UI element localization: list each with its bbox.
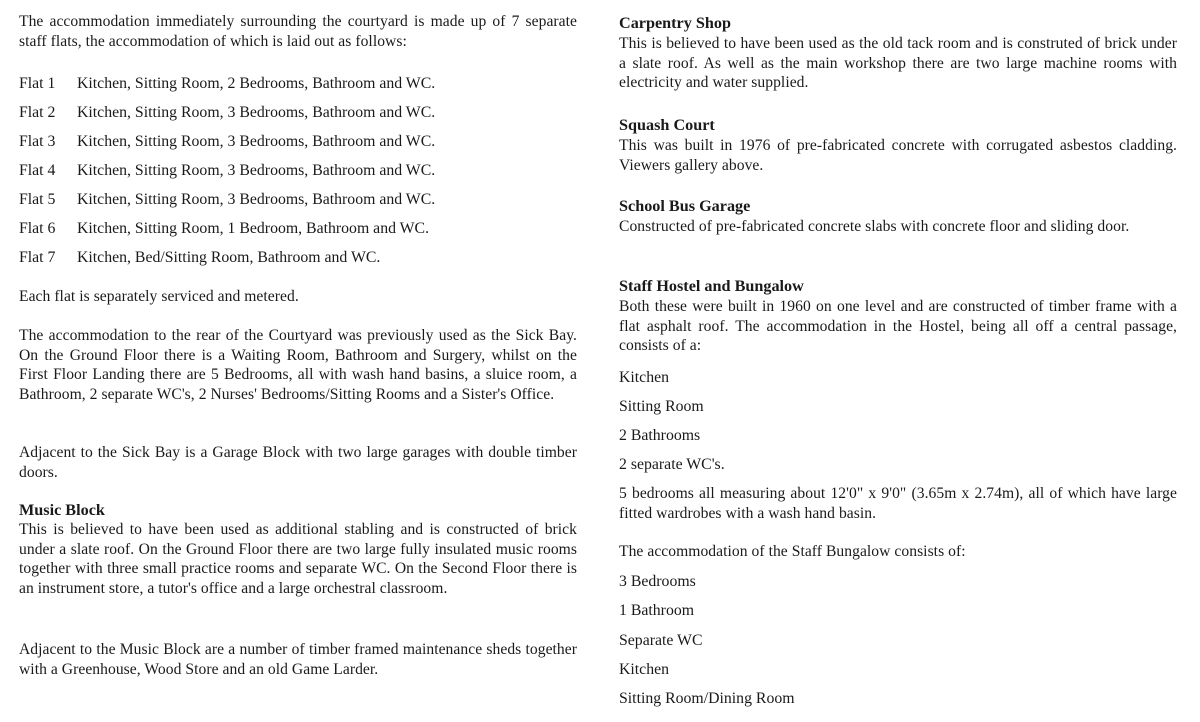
- flat-list-item: [19, 74, 435, 94]
- flat-description: Kitchen, Sitting Room, 3 Bedrooms, Bathroom and WC.: [77, 133, 436, 150]
- carpentry-shop-heading: Carpentry Shop: [619, 14, 731, 32]
- metering-note: Each flat is separately serviced and metered.: [19, 288, 299, 305]
- maintenance-sheds-paragraph: Adjacent to the Music Block are a number of timber framed maintenance sheds together with a Greenhouse, Wood Store and an old Game Larder.: [19, 641, 577, 678]
- bungalow-list-item: 1 Bathroom: [619, 602, 695, 619]
- flat-list-item: [19, 132, 435, 152]
- hostel-list-item: 2 Bathrooms: [619, 427, 701, 444]
- hostel-bedrooms-item: 5 bedrooms all measuring about 12'0" x 9'0" (3.65m x 2.74m), all of which have large fitted wardrobes with a wash hand basin.: [619, 485, 1177, 522]
- staff-hostel-paragraph: Both these were built in 1960 on one level and are constructed of timber frame with a flat asphalt roof. The accommodation in the Hostel, being all off a central passage, consists of a:: [619, 298, 1177, 354]
- flat-list-item: [19, 161, 435, 181]
- flat-label: Flat 1: [19, 75, 56, 92]
- school-bus-garage-heading: School Bus Garage: [619, 197, 751, 215]
- flat-description: Kitchen, Sitting Room, 3 Bedrooms, Bathroom and WC.: [77, 162, 436, 179]
- staff-bungalow-intro: The accommodation of the Staff Bungalow consists of:: [619, 543, 966, 560]
- hostel-list-item: Kitchen: [619, 369, 670, 386]
- flat-description: Kitchen, Sitting Room, 2 Bedrooms, Bathroom and WC.: [77, 75, 436, 92]
- flat-label: Flat 4: [19, 162, 56, 179]
- music-block-heading: Music Block: [19, 501, 105, 519]
- flat-label: Flat 6: [19, 220, 56, 237]
- hostel-list-item: 2 separate WC's.: [619, 456, 725, 473]
- flat-description: Kitchen, Sitting Room, 1 Bedroom, Bathroom and WC.: [77, 220, 430, 237]
- bungalow-list-item: Sitting Room/Dining Room: [619, 690, 795, 707]
- flat-list-item: [19, 103, 435, 123]
- flat-description: Kitchen, Sitting Room, 3 Bedrooms, Bathroom and WC.: [77, 104, 436, 121]
- squash-court-paragraph: This was built in 1976 of pre-fabricated concrete with corrugated asbestos cladding. Viewers gallery above.: [619, 137, 1177, 174]
- squash-court-heading: Squash Court: [619, 116, 715, 134]
- garage-block-paragraph: Adjacent to the Sick Bay is a Garage Block with two large garages with double timber doors.: [19, 444, 577, 481]
- staff-hostel-heading: Staff Hostel and Bungalow: [619, 277, 804, 295]
- music-block-paragraph: This is believed to have been used as additional stabling and is constructed of brick under a slate roof. On the Ground Floor there are two large fully insulated music rooms together with three small practice rooms and separate WC. On the Second Floor there is an instrument store, a tutor's office and a large orchestral classroom.: [19, 521, 577, 597]
- school-bus-garage-paragraph: Constructed of pre-fabricated concrete slabs with concrete floor and sliding door.: [619, 218, 1130, 235]
- bungalow-list-item: 3 Bedrooms: [619, 573, 696, 590]
- flat-list-item: [19, 219, 429, 239]
- flat-description: Kitchen, Sitting Room, 3 Bedrooms, Bathroom and WC.: [77, 191, 436, 208]
- flat-list-item: [19, 248, 380, 268]
- bungalow-list-item: Kitchen: [619, 661, 670, 678]
- flat-label: Flat 3: [19, 133, 56, 150]
- hostel-list-item: Sitting Room: [619, 398, 704, 415]
- bungalow-list-item: Separate WC: [619, 632, 703, 649]
- courtyard-intro-paragraph: The accommodation immediately surrounding the courtyard is made up of 7 separate staff flats, the accommodation of which is laid out as follows:: [19, 13, 577, 50]
- flat-label: Flat 2: [19, 104, 56, 121]
- flat-label: Flat 5: [19, 191, 56, 208]
- flat-label: Flat 7: [19, 249, 56, 266]
- sick-bay-paragraph: The accommodation to the rear of the Courtyard was previously used as the Sick Bay. On the Ground Floor there is a Waiting Room, Bathroom and Surgery, whilst on the First Floor Landing there are 5 Bedrooms, all with wash hand basins, a sluice room, a Bathroom, 2 separate WC's, 2 Nurses' Bedrooms/Sitting Rooms and a Sister's Office.: [19, 327, 577, 403]
- flat-description: Kitchen, Bed/Sitting Room, Bathroom and WC.: [77, 249, 381, 266]
- carpentry-shop-paragraph: This is believed to have been used as the old tack room and is construted of brick under a slate roof. As well as the main workshop there are two large machine rooms with electricity and water supplied.: [619, 35, 1177, 91]
- flat-list-item: [19, 190, 435, 210]
